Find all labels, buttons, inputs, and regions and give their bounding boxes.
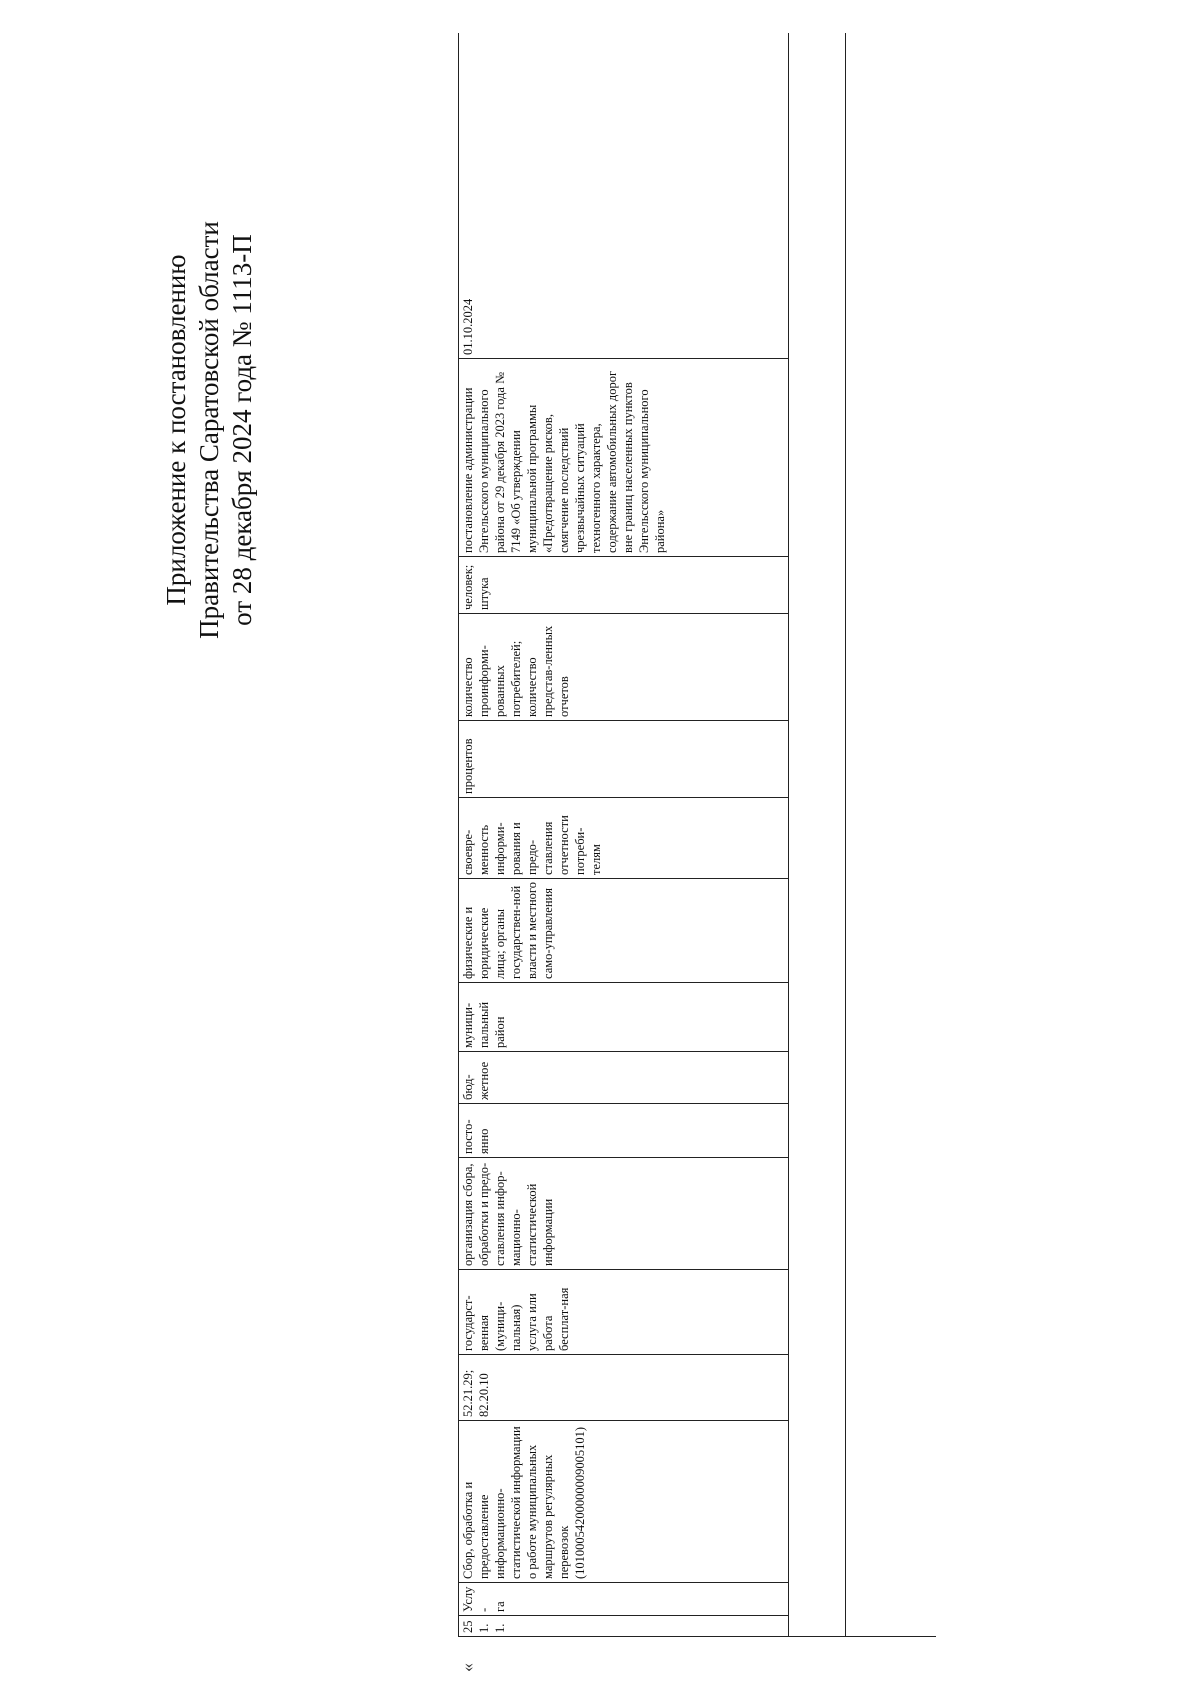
cell-number: 251.1. (459, 1616, 789, 1637)
cell-volume-indicator: количество проинформи-рованных потребителей; количество представ-ленных отчетов (459, 614, 789, 721)
cell-consumers: физические и юридические лица; органы государствен-ной власти и местного само-управления (459, 879, 789, 983)
cell-volume-unit: человек; штука (459, 557, 789, 614)
cell-quality-indicator: своевре-менность информи-рования и предо-ставления отчетности потреби-телям (459, 798, 789, 879)
header-line-3: от 28 декабря 2024 года № 1113-П (227, 234, 257, 626)
cell-content: организация сбора, обработки и предо-ставления инфор-мационно-статистической информации (459, 1158, 789, 1270)
cell-quality-unit: процентов (459, 721, 789, 798)
header-line-1: Приложение к постановлению (161, 254, 191, 606)
cell-periodicity: посто-янно (459, 1104, 789, 1158)
cell-okved: 52.21.29; 82.20.10 (459, 1355, 789, 1421)
table-row-empty (846, 33, 937, 1637)
cell-type: Услу- га (459, 1583, 789, 1616)
cell-category: государст-венная (муници-пальная) услуга или работа бесплат-ная (459, 1270, 789, 1355)
table-container (458, 33, 936, 1637)
table-row-empty (789, 33, 846, 1637)
cell-institution-type: бюд-жетное (459, 1052, 789, 1104)
services-table (458, 33, 936, 1637)
header-line-2: Правительства Саратовской области (194, 221, 224, 639)
cell-legal-basis: постановление администрации Энгельсского муниципального района от 29 декабря 2023 года № 7149 «Об утверждении муниципальной программы «Предотвращение рисков, смягчение последствий чрезвычайных ситуаций техногенного характера, содержание автомобильных дорог вне границ населенных пунктов Энгельсского муниципального района» (459, 359, 789, 557)
table-row (459, 33, 789, 1637)
cell-date: 01.10.2024 (459, 33, 789, 359)
empty-cell (789, 33, 846, 1637)
cell-level: муници-пальный район (459, 983, 789, 1052)
open-quote: « (457, 1663, 477, 1672)
document-header (160, 200, 259, 660)
cell-service-name: Сбор, обработка и предоставление информационно-статистической информации о работе муниципальных маршрутов регулярных перевозок (10100054200000009005101) (459, 1421, 789, 1583)
empty-cell (846, 33, 937, 1637)
